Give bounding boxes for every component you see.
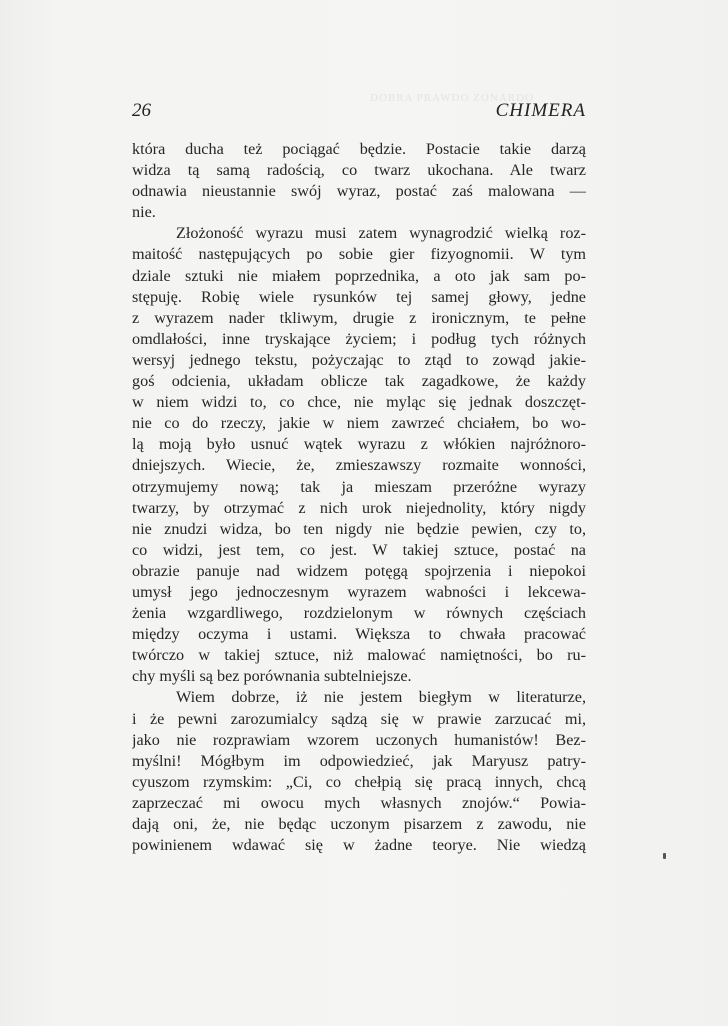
paper-speck bbox=[663, 853, 666, 859]
text-line: nie co do rzeczy, jakie w niem zawrzeć chciałem, bo wo- bbox=[132, 414, 586, 433]
text-line: między oczyma i ustami. Większa to chwała pracować bbox=[132, 625, 586, 644]
bleed-through-text: DOBRA PRAWDO ZONARDO bbox=[370, 92, 534, 104]
text-line: chy myśli są bez porównania subtelniejsze. bbox=[132, 667, 412, 686]
text-line: zaprzeczać mi owocu mych własnych znojów.“ Powia- bbox=[132, 793, 586, 812]
text-line: twarzy, by otrzymać z nich urok niejednolity, który nigdy bbox=[132, 498, 586, 517]
text-line: w niem widzi to, co chce, nie myląc się jednak doszczęt- bbox=[132, 393, 586, 412]
text-line: żenia wzgardliwego, rozdzielonym w równych częściach bbox=[132, 604, 586, 623]
text-line: która ducha też pociągać będzie. Postacie takie darzą bbox=[132, 140, 586, 158]
text-line: goś odcienia, układam oblicze tak zagadkowe, że każdy bbox=[132, 372, 586, 391]
text-line: twórczo w takiej sztuce, niż malować namiętności, bo ru- bbox=[132, 646, 586, 665]
text-line: maitość następujących po sobie gier fizyognomii. W tym bbox=[132, 245, 586, 264]
text-line: odnawia nieustannie swój wyraz, postać zaś malowana — bbox=[132, 182, 586, 201]
page-number: 26 bbox=[132, 100, 151, 121]
text-line: otrzymujemy nową; tak ja mieszam przeróżne wyrazy bbox=[132, 477, 586, 496]
text-line: i że pewni zarozumialcy sądzą się w prawie zarzucać mi, bbox=[132, 709, 586, 728]
text-line: z wyrazem nader tkliwym, drugie z ironicznym, te pełne bbox=[132, 308, 586, 327]
running-title: CHIMERA bbox=[495, 100, 586, 121]
body-text bbox=[132, 139, 586, 856]
text-line: co widzi, jest tem, co jest. W takiej sztuce, postać na bbox=[132, 540, 586, 559]
text-line: cyuszom rzymskim: „Ci, co chełpią się pracą innych, chcą bbox=[132, 772, 586, 791]
text-line: myślni! Mógłbym im odpowiedzieć, jak Maryusz patry- bbox=[132, 751, 586, 770]
text-line: powinienem wdawać się w żadne teorye. Nie wiedzą bbox=[132, 836, 586, 855]
text-line: widza tą samą radością, co twarz ukochana. Ale twarz bbox=[132, 161, 586, 180]
running-header bbox=[132, 100, 586, 126]
text-line: umysł jego jednoczesnym wyrazem wabności i lekcewa- bbox=[132, 582, 586, 601]
text-line: jako nie rozprawiam wzorem uczonych humanistów! Bez- bbox=[132, 730, 586, 749]
text-line: dziale sztuki nie miałem poprzednika, a oto jak sam po- bbox=[132, 266, 586, 285]
text-line: nie znudzi widza, bo ten nigdy nie będzie pewien, czy to, bbox=[132, 519, 586, 538]
text-line: Złożoność wyrazu musi zatem wynagrodzić wielką roz- bbox=[176, 224, 586, 243]
text-line: stępuję. Robię wiele rysunków tej samej głowy, jedne bbox=[132, 287, 586, 306]
text-line: omdlałości, inne tryskające życiem; i podług tych różnych bbox=[132, 329, 586, 348]
text-line: lą moją było usnuć wątek wyrazu z włókien najróżnoro- bbox=[132, 435, 586, 454]
text-line: nie. bbox=[132, 203, 156, 222]
text-line: wersyj jednego tekstu, pożyczając to ztąd to zowąd jakie- bbox=[132, 350, 586, 369]
text-line: obrazie panuje nad widzem potęgą spojrzenia i niepokoi bbox=[132, 561, 586, 580]
text-line: Wiem dobrze, iż nie jestem biegłym w literaturze, bbox=[176, 688, 586, 707]
text-line: dniejszych. Wiecie, że, zmieszawszy rozmaite wonności, bbox=[132, 456, 586, 475]
text-line: dają oni, że, nie będąc uczonym pisarzem z zawodu, nie bbox=[132, 815, 586, 833]
